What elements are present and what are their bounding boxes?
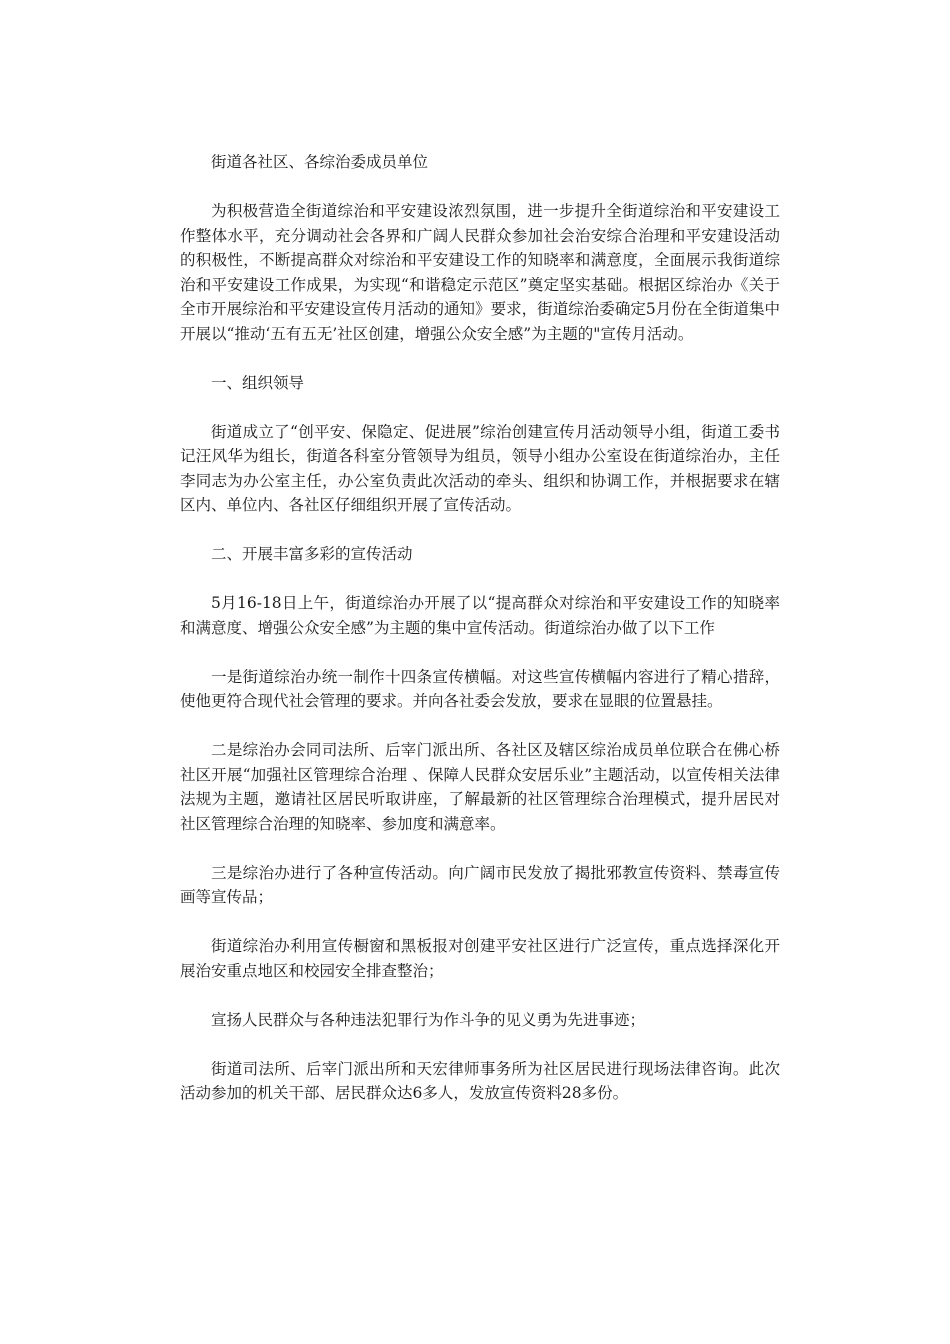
- publicity-window-paragraph: 街道综治办利用宣传橱窗和黑板报对创建平安社区进行广泛宣传，重点选择深化开展治安重点地区和校园安全排查整治；: [180, 937, 780, 980]
- organization-paragraph: 街道成立了“创平安、保隐定、促进展”综治创建宣传月活动领导小组，街道工委书记汪风华为组长，街道各科室分管领导为组员，领导小组办公室设在街道综治办，主任李同志为办公室主任，办公室负责此次活动的牵头、组织和协调工作，并根据要求在辖区内、单位内、各社区仔细组织开展了宣传活动。: [180, 422, 780, 514]
- legal-consultation-paragraph: 街道司法所、后宰门派出所和天宏律师事务所为社区居民进行现场法律咨询。此次活动参加的机关干部、居民群众达6多人，发放宣传资料28多份。: [180, 1059, 780, 1102]
- intro-paragraph: 为积极营造全街道综治和平安建设浓烈氛围，进一步提升全街道综治和平安建设工作整体水平，充分调动社会各界和广阔人民群众参加社会治安综合治理和平安建设活动的积极性，不断提高群众对综治和平安建设工作的知晓率和满意度，全面展示我街道综治和平安建设工作成果，为实现“和谐稳定示范区”奠定坚实基础。根据区综治办《关于全市开展综治和平安建设宣传月活动的通知》要求，街道综治委确定5月份在全街道集中开展以“推动‘五有五无’社区创建，增强公众安全感”为主题的"宣传月活动。: [180, 202, 780, 343]
- document-page: [180, 150, 780, 1106]
- item-two-paragraph: 二是综治办会同司法所、后宰门派出所、各社区及辖区综治成员单位联合在佛心桥社区开展“加强社区管理综合治理 、保障人民群众安居乐业”主题活动，以宣传相关法律法规为主题，邀请社区居民听取讲座，了解最新的社区管理综合治理模式，提升居民对社区管理综合治理的知晓率、参加度和满意率。: [180, 741, 780, 833]
- activities-intro-paragraph: 5月16-18日上午，街道综治办开展了以“提高群众对综治和平安建设工作的知晓率和满意度、增强公众安全感”为主题的集中宣传活动。街道综治办做了以下工作: [180, 594, 780, 637]
- heroic-deeds-paragraph: 宣扬人民群众与各种违法犯罪行为作斗争的见义勇为先进事迹；: [211, 1010, 646, 1029]
- section-heading-activities: 二、开展丰富多彩的宣传活动: [211, 545, 413, 563]
- item-three-paragraph: 三是综治办进行了各种宣传活动。向广阔市民发放了揭批邪教宣传资料、禁毒宣传画等宣传品；: [180, 863, 780, 906]
- section-heading-organization: 一、组织领导: [211, 373, 305, 392]
- item-one-paragraph: 一是街道综治办统一制作十四条宣传横幅。对这些宣传横幅内容进行了精心措辞，使他更符合现代社会管理的要求。并向各社委会发放，要求在显眼的位置悬挂。: [180, 667, 780, 710]
- salutation-line: 街道各社区、各综治委成员单位: [211, 153, 429, 171]
